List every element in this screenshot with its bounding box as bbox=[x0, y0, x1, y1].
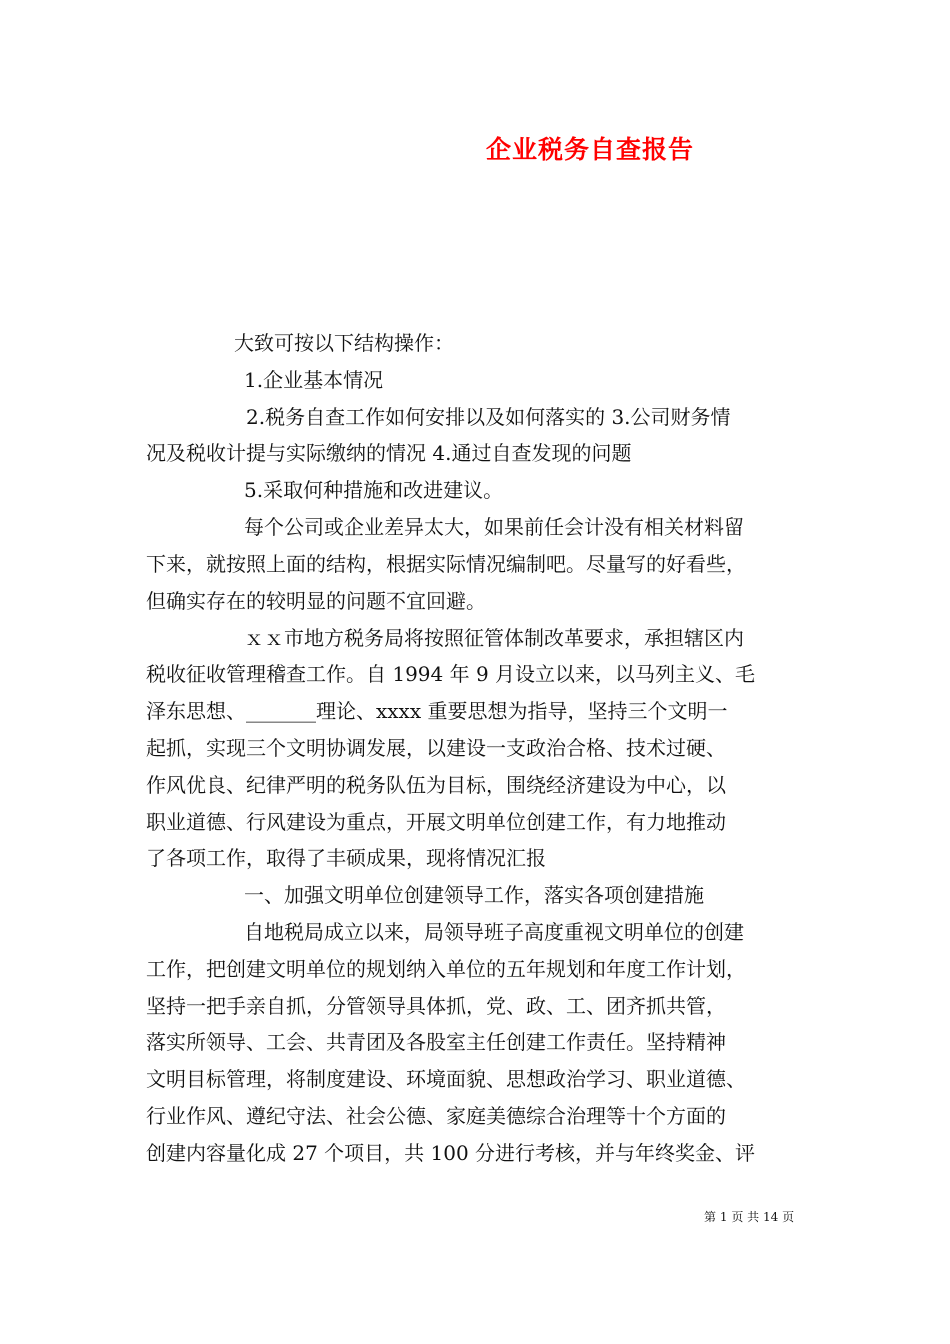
text-line: 起抓，实现三个文明协调发展，以建设一支政治合格、技术过硬、 bbox=[146, 736, 726, 760]
text-line: 了各项工作，取得了丰硕成果，现将情况汇报 bbox=[146, 846, 546, 870]
page-suffix: 页 bbox=[782, 1210, 795, 1224]
text-line: 坚持一把手亲自抓，分管领导具体抓，党、政、工、团齐抓共管， bbox=[146, 994, 726, 1018]
text-line: 下来，就按照上面的结构，根据实际情况编制吧。尽量写的好看些， bbox=[146, 552, 746, 576]
text-line: ｘｘ市地方税务局将按照征管体制改革要求，承担辖区内 bbox=[244, 626, 744, 650]
text-line: 5.采取何种措施和改进建议。 bbox=[244, 478, 504, 502]
total-pages: 14 bbox=[762, 1210, 779, 1224]
text-line: 职业道德、行风建设为重点，开展文明单位创建工作，有力地推动 bbox=[146, 810, 726, 834]
text-line: 自地税局成立以来，局领导班子高度重视文明单位的创建 bbox=[244, 920, 744, 944]
text-line: 工作，把创建文明单位的规划纳入单位的五年规划和年度工作计划， bbox=[146, 957, 746, 981]
text-line: 泽东思想、_______理论、xxxx 重要思想为指导，坚持三个文明一 bbox=[146, 699, 728, 723]
page-middle: 页 共 bbox=[731, 1210, 760, 1224]
section-heading: 一、加强文明单位创建领导工作，落实各项创建措施 bbox=[244, 883, 704, 907]
text-line: 行业作风、遵纪守法、社会公德、家庭美德综合治理等十个方面的 bbox=[146, 1104, 726, 1128]
current-page: 1 bbox=[719, 1210, 728, 1224]
text-line: 落实所领导、工会、共青团及各股室主任创建工作责任。坚持精神 bbox=[146, 1030, 726, 1054]
text-line: 文明目标管理，将制度建设、环境面貌、思想政治学习、职业道德、 bbox=[146, 1067, 746, 1091]
text-line: 1.企业基本情况 bbox=[244, 368, 384, 392]
text-line: 大致可按以下结构操作： bbox=[234, 331, 454, 355]
document-title: 企业税务自查报告 bbox=[485, 135, 694, 164]
text-line: 况及税收计提与实际缴纳的情况 4.通过自查发现的问题 bbox=[146, 441, 632, 465]
page-number-footer bbox=[704, 1208, 794, 1225]
text-line: 税收征收管理稽查工作。自 1994 年 9 月设立以来，以马列主义、毛 bbox=[146, 662, 756, 686]
text-line: 作风优良、纪律严明的税务队伍为目标，围绕经济建设为中心，以 bbox=[146, 773, 726, 797]
text-line: 2.税务自查工作如何安排以及如何落实的 3.公司财务情 bbox=[246, 405, 731, 429]
page-prefix: 第 bbox=[704, 1210, 717, 1224]
text-line: 每个公司或企业差异太大，如果前任会计没有相关材料留 bbox=[244, 515, 744, 539]
text-line: 创建内容量化成 27 个项目，共 100 分进行考核，并与年终奖金、评 bbox=[146, 1141, 756, 1165]
text-line: 但确实存在的较明显的问题不宜回避。 bbox=[146, 589, 486, 613]
